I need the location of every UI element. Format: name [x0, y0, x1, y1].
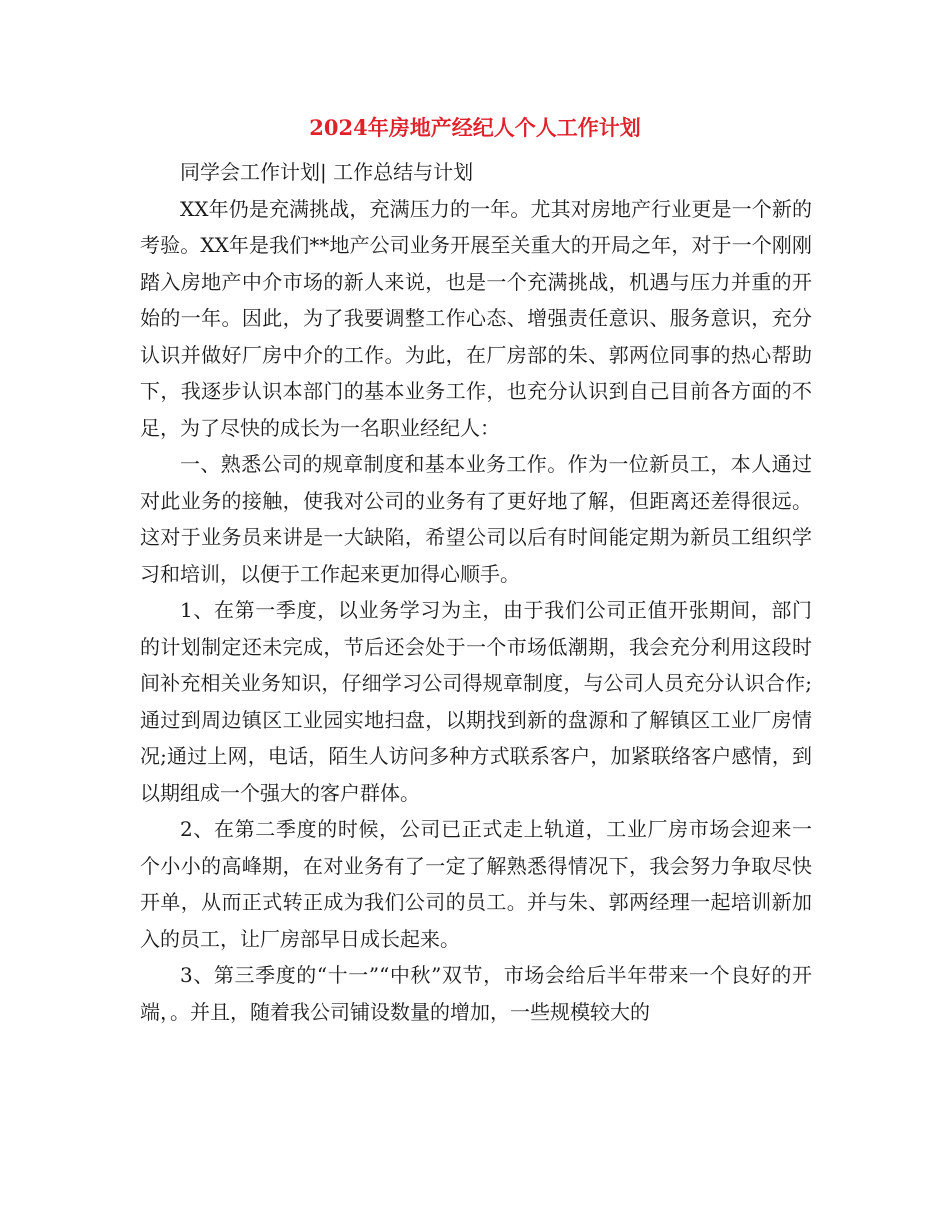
subtitle-line: 同学会工作计划| 工作总结与计划 — [180, 160, 474, 184]
paragraph: 2、在第二季度的时候，公司已正式走上轨道，工业厂房市场会迎来一个小小的高峰期，在对业务有了一定了解熟悉得情况下，我会努力争取尽快开单，从而正式转正成为我们公司的员工。并与朱、郭两经理一起培训新加入的员工，让厂房部早日成长起来。 — [140, 817, 812, 951]
paragraph: 一、熟悉公司的规章制度和基本业务工作。作为一位新员工，本人通过对此业务的接触，使我对公司的业务有了更好地了解，但距离还差得很远。这对于业务员来讲是一大缺陷，希望公司以后有时间能定期为新员工组织学习和培训，以便于工作起来更加得心顺手。 — [140, 452, 812, 586]
paragraph: 3、第三季度的“十一”“中秋”双节，市场会给后半年带来一个良好的开端，。并且，随着我公司铺设数量的增加，一些规模较大的 — [140, 963, 812, 1024]
document-title: 2024年房地产经纪人个人工作计划 — [309, 115, 641, 140]
paragraph: 1、在第一季度，以业务学习为主，由于我们公司正值开张期间，部门的计划制定还未完成，节后还会处于一个市场低潮期，我会充分利用这段时间补充相关业务知识，仔细学习公司得规章制度，与公司人员充分认识合作;通过到周边镇区工业园实地扫盘，以期找到新的盘源和了解镇区工业厂房情况;通过上网，电话，陌生人访问多种方式联系客户，加紧联络客户感情，到以期组成一个强大的客户群体。 — [140, 598, 812, 805]
document-body — [140, 154, 812, 1030]
paragraph: XX年仍是充满挑战，充满压力的一年。尤其对房地产行业更是一个新的考验。XX年是我们**地产公司业务开展至关重大的开局之年，对于一个刚刚踏入房地产中介市场的新人来说，也是一个充满挑战，机遇与压力并重的开始的一年。因此，为了我要调整工作心态、增强责任意识、服务意识，充分认识并做好厂房中介的工作。为此，在厂房部的朱、郭两位同事的热心帮助下，我逐步认识本部门的基本业务工作，也充分认识到自己目前各方面的不足，为了尽快的成长为一名职业经纪人： — [140, 196, 812, 440]
